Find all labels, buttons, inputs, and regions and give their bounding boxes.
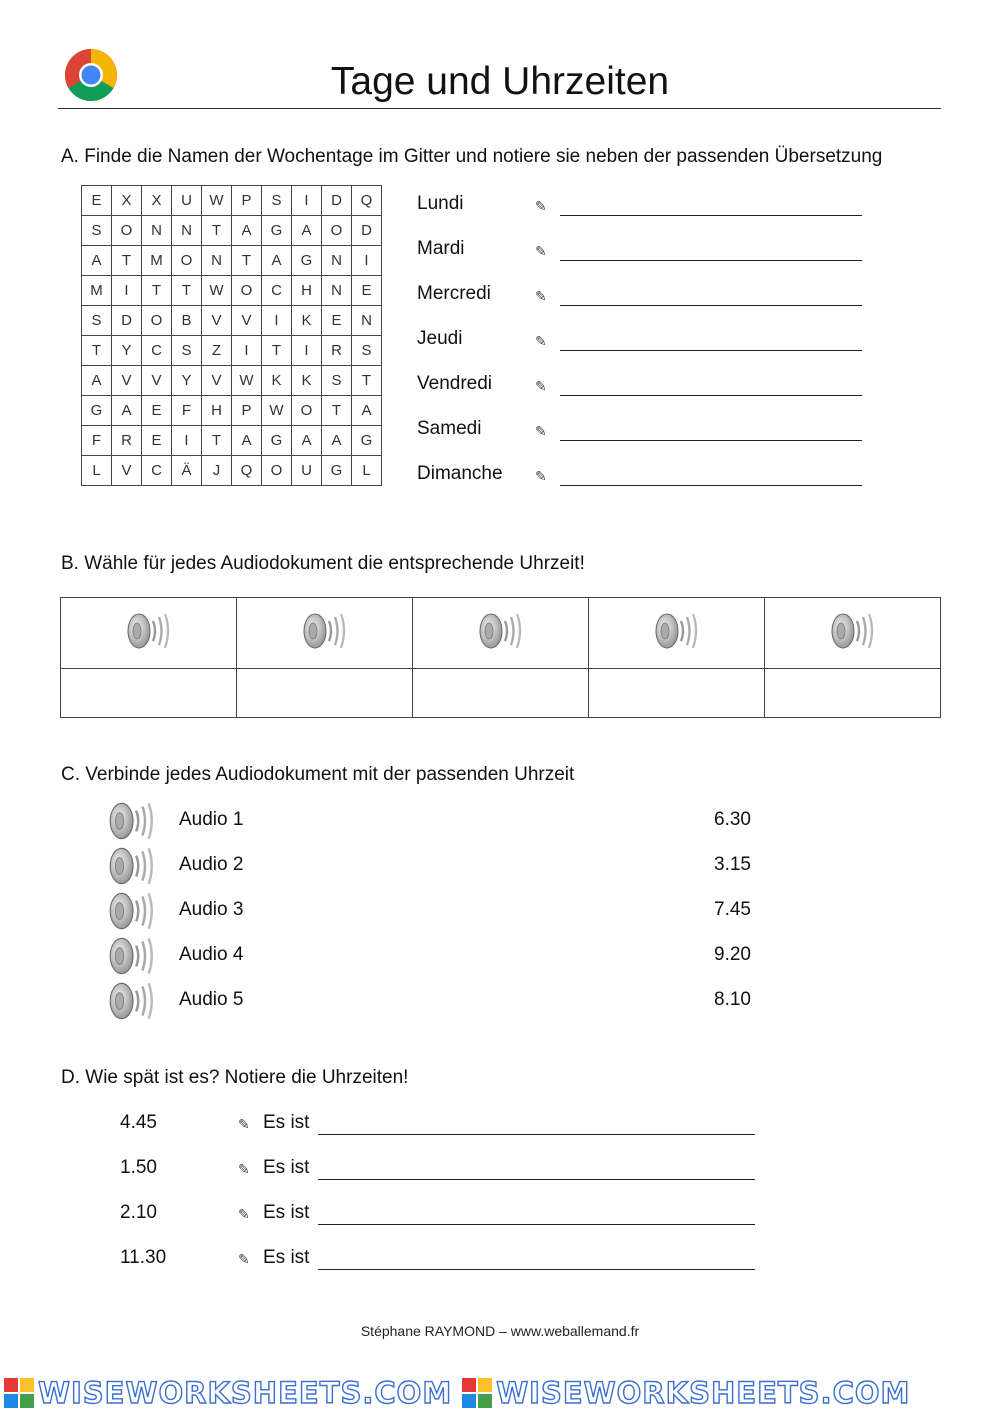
grid-row — [82, 306, 382, 336]
grid-cell[interactable]: E — [352, 276, 382, 306]
grid-cell[interactable]: L — [352, 456, 382, 486]
grid-row — [82, 336, 382, 366]
audio-label: Audio 3 — [179, 899, 244, 920]
day-label: Samedi — [417, 418, 482, 439]
time-answer-cell[interactable] — [237, 669, 413, 718]
match-row — [106, 980, 806, 1020]
speaker-icon[interactable] — [106, 845, 158, 887]
grid-cell[interactable]: G — [322, 456, 352, 486]
day-label: Mercredi — [417, 283, 491, 304]
grid-cell[interactable]: C — [142, 336, 172, 366]
grid-cell[interactable]: T — [142, 276, 172, 306]
grid-cell[interactable]: Ä — [172, 456, 202, 486]
es-ist-label: Es ist — [263, 1247, 310, 1268]
grid-cell[interactable]: J — [202, 456, 232, 486]
time-value: 4.45 — [120, 1112, 157, 1133]
grid-cell[interactable]: A — [82, 366, 112, 396]
answer-line[interactable] — [560, 305, 862, 306]
grid-cell[interactable]: W — [202, 186, 232, 216]
match-row — [106, 890, 806, 930]
answer-line[interactable] — [560, 260, 862, 261]
day-row — [417, 369, 867, 399]
grid-cell[interactable]: I — [292, 336, 322, 366]
grid-cell[interactable]: A — [262, 246, 292, 276]
match-time[interactable]: 9.20 — [714, 944, 751, 965]
grid-cell[interactable]: R — [322, 336, 352, 366]
watermark-text: WISEWORKSHEETS.COM — [38, 1376, 453, 1410]
match-row — [106, 845, 806, 885]
grid-cell[interactable]: E — [322, 306, 352, 336]
grid-cell[interactable]: V — [142, 366, 172, 396]
grid-cell[interactable]: P — [232, 396, 262, 426]
speaker-icon[interactable] — [106, 890, 158, 932]
answer-line[interactable] — [560, 350, 862, 351]
grid-row — [82, 396, 382, 426]
pen-icon: ✎ — [535, 243, 547, 259]
grid-cell[interactable]: D — [112, 306, 142, 336]
audio-label: Audio 2 — [179, 854, 244, 875]
day-label: Dimanche — [417, 463, 503, 484]
grid-cell[interactable]: A — [232, 216, 262, 246]
grid-cell[interactable]: T — [322, 396, 352, 426]
answer-line[interactable] — [560, 395, 862, 396]
grid-cell[interactable]: O — [262, 456, 292, 486]
grid-cell[interactable]: F — [82, 426, 112, 456]
grid-cell[interactable]: O — [172, 246, 202, 276]
audio-label: Audio 4 — [179, 944, 244, 965]
audio-cell — [765, 598, 941, 669]
grid-row — [82, 186, 382, 216]
grid-cell[interactable]: L — [82, 456, 112, 486]
grid-row — [82, 246, 382, 276]
pen-icon: ✎ — [238, 1161, 250, 1177]
speaker-icon[interactable] — [106, 935, 158, 977]
speaker-icon[interactable] — [828, 611, 878, 651]
grid-cell[interactable]: F — [172, 396, 202, 426]
grid-cell[interactable]: E — [142, 426, 172, 456]
grid-cell[interactable]: A — [352, 396, 382, 426]
grid-cell[interactable]: P — [232, 186, 262, 216]
match-time[interactable]: 8.10 — [714, 989, 751, 1010]
grid-cell[interactable]: K — [292, 366, 322, 396]
grid-cell[interactable]: V — [202, 366, 232, 396]
audio-cell — [413, 598, 589, 669]
answer-line[interactable] — [318, 1269, 755, 1270]
grid-cell[interactable]: W — [232, 366, 262, 396]
grid-cell[interactable]: A — [232, 426, 262, 456]
section-a-heading: A. Finde die Namen der Wochentage im Gitter und notiere sie neben der passenden Übersetzung — [61, 146, 883, 167]
speaker-icon[interactable] — [106, 980, 158, 1022]
pen-icon: ✎ — [238, 1206, 250, 1222]
grid-cell[interactable]: N — [352, 306, 382, 336]
answer-line[interactable] — [318, 1134, 755, 1135]
grid-cell[interactable]: T — [352, 366, 382, 396]
grid-cell[interactable]: A — [112, 396, 142, 426]
time-row — [120, 1247, 760, 1277]
grid-row — [82, 216, 382, 246]
match-time[interactable]: 6.30 — [714, 809, 751, 830]
time-row — [120, 1157, 760, 1187]
grid-cell[interactable]: D — [322, 186, 352, 216]
time-value: 11.30 — [120, 1247, 167, 1268]
grid-cell[interactable]: N — [172, 216, 202, 246]
time-value: 2.10 — [120, 1202, 157, 1223]
grid-cell[interactable]: V — [112, 366, 142, 396]
section-b-heading: B. Wähle für jedes Audiodokument die entsprechende Uhrzeit! — [61, 553, 585, 574]
grid-cell[interactable]: I — [262, 306, 292, 336]
answer-line[interactable] — [318, 1179, 755, 1180]
answer-line[interactable] — [560, 215, 862, 216]
grid-cell[interactable]: D — [352, 216, 382, 246]
grid-cell[interactable]: Y — [172, 366, 202, 396]
day-label: Jeudi — [417, 328, 463, 349]
pen-icon: ✎ — [535, 378, 547, 394]
grid-cell[interactable]: C — [142, 456, 172, 486]
grid-cell[interactable]: A — [292, 426, 322, 456]
wiseworksheets-logo-icon — [462, 1378, 492, 1408]
answer-line[interactable] — [560, 440, 862, 441]
section-d-heading: D. Wie spät ist es? Notiere die Uhrzeiten! — [61, 1067, 409, 1088]
day-row — [417, 234, 867, 264]
grid-cell[interactable]: O — [322, 216, 352, 246]
grid-row — [82, 276, 382, 306]
grid-cell[interactable]: T — [172, 276, 202, 306]
grid-cell[interactable]: T — [232, 246, 262, 276]
grid-cell[interactable]: Z — [202, 336, 232, 366]
grid-cell[interactable]: H — [292, 276, 322, 306]
grid-cell[interactable]: A — [82, 246, 112, 276]
time-row — [120, 1112, 760, 1142]
match-time[interactable]: 7.45 — [714, 899, 751, 920]
grid-cell[interactable]: S — [172, 336, 202, 366]
grid-cell[interactable]: Y — [112, 336, 142, 366]
day-row — [417, 189, 867, 219]
grid-cell[interactable]: W — [262, 396, 292, 426]
time-row — [120, 1202, 760, 1232]
grid-cell[interactable]: I — [172, 426, 202, 456]
audio-label: Audio 5 — [179, 989, 244, 1010]
speaker-icon[interactable] — [300, 611, 350, 651]
section-c-heading: C. Verbinde jedes Audiodokument mit der passenden Uhrzeit — [61, 764, 575, 785]
es-ist-label: Es ist — [263, 1157, 310, 1178]
grid-cell[interactable]: O — [292, 396, 322, 426]
grid-cell[interactable]: T — [82, 336, 112, 366]
time-value: 1.50 — [120, 1157, 157, 1178]
grid-cell[interactable]: T — [112, 246, 142, 276]
day-row — [417, 459, 867, 489]
grid-row — [82, 366, 382, 396]
grid-cell[interactable]: G — [262, 426, 292, 456]
grid-cell[interactable]: G — [352, 426, 382, 456]
word-search-grid — [81, 185, 382, 486]
grid-cell[interactable]: O — [112, 216, 142, 246]
audio-label: Audio 1 — [179, 809, 244, 830]
grid-cell[interactable]: S — [82, 216, 112, 246]
time-answer-cell[interactable] — [589, 669, 765, 718]
title-divider — [58, 108, 941, 109]
grid-cell[interactable]: C — [262, 276, 292, 306]
answer-line[interactable] — [560, 485, 862, 486]
watermark-text: WISEWORKSHEETS.COM — [496, 1376, 911, 1410]
grid-cell[interactable]: N — [142, 216, 172, 246]
grid-cell[interactable]: U — [292, 456, 322, 486]
day-label: Vendredi — [417, 373, 493, 394]
audio-time-table — [60, 597, 941, 718]
grid-cell[interactable]: N — [322, 246, 352, 276]
grid-cell[interactable]: I — [232, 336, 262, 366]
grid-cell[interactable]: N — [202, 246, 232, 276]
grid-cell[interactable]: I — [112, 276, 142, 306]
grid-cell[interactable]: S — [352, 336, 382, 366]
day-row — [417, 414, 867, 444]
grid-cell[interactable]: T — [262, 336, 292, 366]
speaker-icon[interactable] — [476, 611, 526, 651]
match-time[interactable]: 3.15 — [714, 854, 751, 875]
day-row — [417, 324, 867, 354]
time-answer-cell[interactable] — [765, 669, 941, 718]
speaker-icon[interactable] — [124, 611, 174, 651]
grid-cell[interactable]: U — [172, 186, 202, 216]
watermark-banner — [0, 1376, 1000, 1413]
grid-cell[interactable]: S — [322, 366, 352, 396]
wiseworksheets-logo-icon — [4, 1378, 34, 1408]
grid-cell[interactable]: E — [142, 396, 172, 426]
grid-cell[interactable]: T — [202, 426, 232, 456]
time-answer-cell[interactable] — [61, 669, 237, 718]
grid-cell[interactable]: M — [82, 276, 112, 306]
grid-cell[interactable]: A — [322, 426, 352, 456]
grid-row — [82, 456, 382, 486]
grid-cell[interactable]: K — [262, 366, 292, 396]
pen-icon: ✎ — [238, 1116, 250, 1132]
grid-cell[interactable]: I — [352, 246, 382, 276]
audio-cell — [61, 598, 237, 669]
grid-cell[interactable]: A — [292, 216, 322, 246]
grid-cell[interactable]: S — [82, 306, 112, 336]
es-ist-label: Es ist — [263, 1112, 310, 1133]
grid-cell[interactable]: V — [112, 456, 142, 486]
footer-credit: Stéphane RAYMOND – www.weballemand.fr — [360, 1323, 640, 1339]
time-answer-cell[interactable] — [413, 669, 589, 718]
es-ist-label: Es ist — [263, 1202, 310, 1223]
grid-cell[interactable]: B — [172, 306, 202, 336]
grid-cell[interactable]: R — [112, 426, 142, 456]
answer-line[interactable] — [318, 1224, 755, 1225]
day-row — [417, 279, 867, 309]
pen-icon: ✎ — [535, 288, 547, 304]
day-label: Mardi — [417, 238, 465, 259]
grid-cell[interactable]: T — [202, 216, 232, 246]
grid-cell[interactable]: G — [292, 246, 322, 276]
grid-cell[interactable]: Q — [232, 456, 262, 486]
pen-icon: ✎ — [535, 333, 547, 349]
grid-cell[interactable]: S — [262, 186, 292, 216]
audio-cell — [589, 598, 765, 669]
pen-icon: ✎ — [535, 423, 547, 439]
grid-cell[interactable]: E — [82, 186, 112, 216]
grid-cell[interactable]: V — [202, 306, 232, 336]
speaker-icon[interactable] — [652, 611, 702, 651]
grid-cell[interactable]: G — [262, 216, 292, 246]
grid-cell[interactable]: N — [322, 276, 352, 306]
grid-cell[interactable]: W — [202, 276, 232, 306]
speaker-icon[interactable] — [106, 800, 158, 842]
grid-cell[interactable]: X — [112, 186, 142, 216]
pen-icon: ✎ — [535, 468, 547, 484]
grid-cell[interactable]: M — [142, 246, 172, 276]
grid-cell[interactable]: G — [82, 396, 112, 426]
grid-cell[interactable]: I — [292, 186, 322, 216]
pen-icon: ✎ — [535, 198, 547, 214]
grid-cell[interactable]: O — [142, 306, 172, 336]
grid-cell[interactable]: K — [292, 306, 322, 336]
grid-cell[interactable]: V — [232, 306, 262, 336]
match-row — [106, 800, 806, 840]
grid-cell[interactable]: X — [142, 186, 172, 216]
page-title: Tage und Uhrzeiten — [330, 60, 670, 103]
grid-row — [82, 426, 382, 456]
day-label: Lundi — [417, 193, 464, 214]
match-row — [106, 935, 806, 975]
audio-cell — [237, 598, 413, 669]
grid-cell[interactable]: H — [202, 396, 232, 426]
grid-cell[interactable]: O — [232, 276, 262, 306]
pen-icon: ✎ — [238, 1251, 250, 1267]
grid-cell[interactable]: Q — [352, 186, 382, 216]
